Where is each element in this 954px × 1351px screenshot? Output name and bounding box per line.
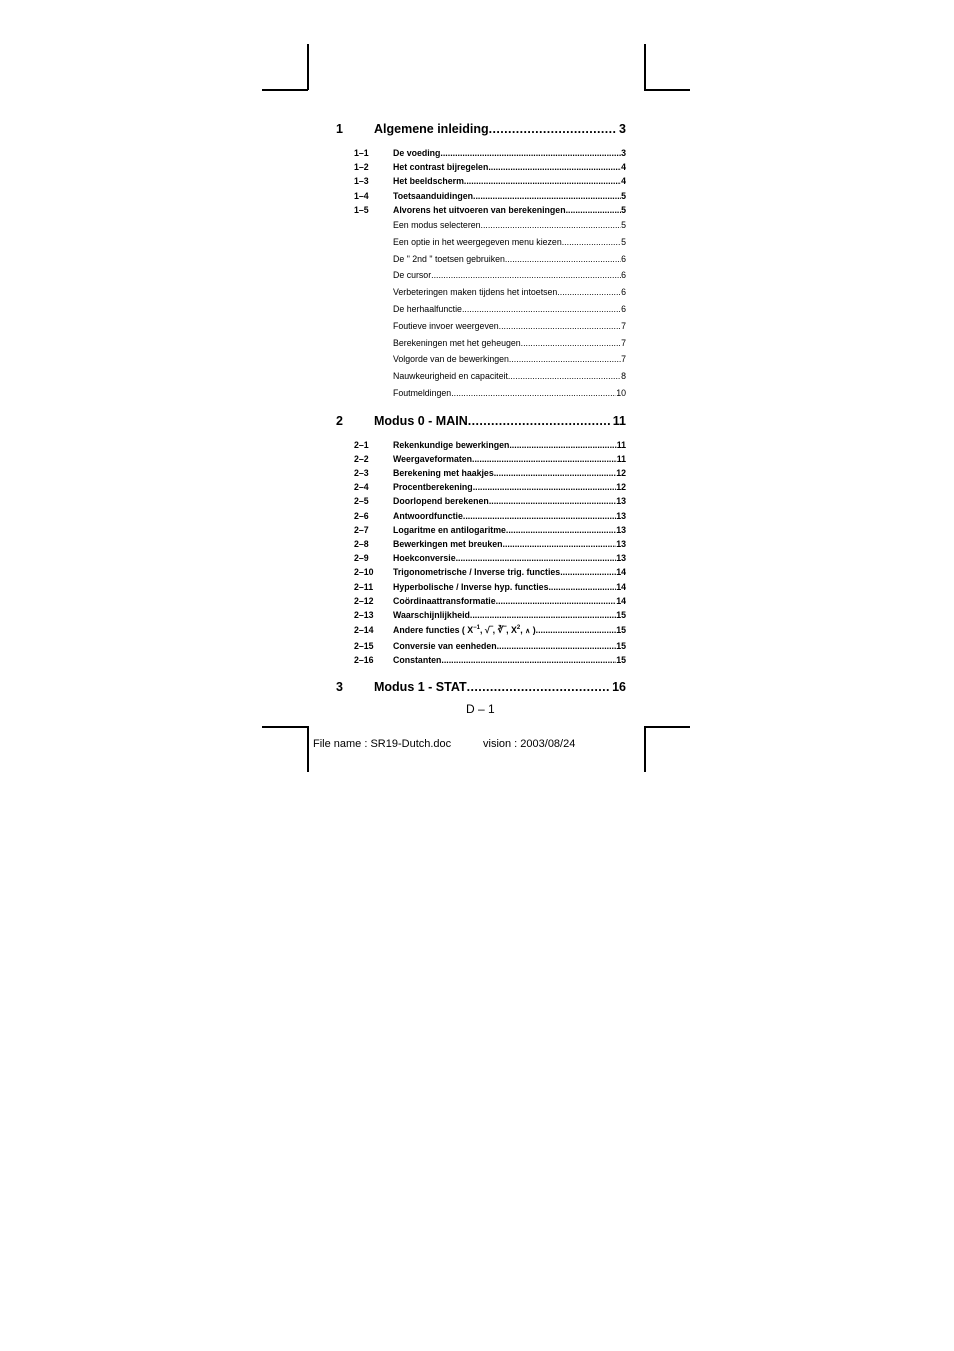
toc-section[interactable] — [336, 438, 626, 452]
page-number: 5 — [621, 204, 626, 215]
section-title: Rekenkundige bewerkingen — [393, 439, 510, 450]
dot-leader — [473, 189, 621, 203]
page-number: 16 — [612, 679, 626, 694]
file-name: File name : SR19-Dutch.doc — [313, 738, 452, 750]
subsection-title: De herhaalfunctie — [393, 303, 462, 314]
toc-section[interactable] — [336, 509, 626, 523]
dot-leader — [472, 452, 617, 466]
section-title: De voeding — [393, 148, 441, 158]
section-number: 2–15 — [354, 641, 374, 652]
toc-section[interactable] — [336, 523, 626, 537]
section-number: 2–8 — [354, 539, 369, 550]
superscript-two: 2 — [516, 625, 521, 632]
chapter-number: 3 — [336, 679, 343, 694]
section-title: Constanten — [393, 655, 442, 666]
page-number: 12 — [616, 468, 626, 479]
toc-subsection[interactable] — [336, 385, 626, 402]
dot-leader — [509, 351, 621, 368]
superscript-minus-one: −1 — [473, 625, 481, 632]
subsection-title: Een modus selecteren — [393, 219, 481, 230]
dot-leader — [431, 267, 621, 284]
section-number: 1–2 — [354, 162, 369, 173]
chapter-title: Modus 1 - STAT — [374, 679, 467, 694]
square-root-symbol: √‾ — [484, 625, 493, 636]
page-label: D – 1 — [466, 702, 495, 716]
dot-leader — [560, 565, 616, 579]
dot-leader — [548, 580, 616, 594]
section-number: 2–5 — [354, 496, 369, 507]
page-number: 6 — [621, 303, 626, 314]
subsection-title: De " 2nd " toetsen gebruiken — [393, 253, 505, 264]
page-number: 15 — [616, 655, 626, 666]
crop-mark-top-right-h — [644, 89, 690, 91]
toc-subsection[interactable] — [336, 267, 626, 284]
toc-subsection[interactable] — [336, 368, 626, 385]
section-number: 1–4 — [354, 190, 369, 201]
toc-subsection[interactable] — [336, 301, 626, 318]
section-title: Conversie van eenheden — [393, 641, 497, 652]
dot-leader — [494, 466, 616, 480]
page-number: 15 — [616, 641, 626, 652]
section-title: Het contrast bijregelen — [393, 162, 489, 173]
subsection-title: Een optie in het weergegeven menu kiezen — [393, 236, 562, 247]
toc-subsection[interactable] — [336, 284, 626, 301]
crop-mark-bottom-right-h — [644, 726, 690, 728]
dot-leader — [481, 217, 622, 234]
page-number: 13 — [616, 510, 626, 521]
page-number: 13 — [616, 524, 626, 535]
crop-mark-bottom-left-v — [307, 726, 309, 772]
section-title: Alvorens het uitvoeren van berekeningen — [393, 204, 566, 215]
section-title: Andere functies ( $X^{-1}$, √‾, ∛‾, $X^2$, ∧ ) — [393, 625, 536, 636]
dot-leader — [497, 639, 617, 653]
toc-section[interactable] — [336, 608, 626, 622]
page-number: 7 — [621, 354, 626, 365]
subsection-title: Foutieve invoer weergeven — [393, 320, 499, 331]
toc-section[interactable] — [336, 174, 626, 188]
toc-chapter-1[interactable] — [336, 118, 626, 140]
dot-leader — [521, 335, 621, 352]
power-caret-symbol: ∧ — [525, 628, 531, 636]
page-number: 12 — [616, 482, 626, 493]
page-number: 14 — [616, 567, 626, 578]
dot-leader — [473, 480, 617, 494]
toc-section[interactable] — [336, 203, 626, 217]
section-number: 2–16 — [354, 655, 374, 666]
page-number: 8 — [621, 371, 626, 382]
section-number: 2–4 — [354, 482, 369, 493]
section-number: 2–7 — [354, 524, 369, 535]
toc-section[interactable] — [336, 639, 626, 653]
toc-subsection[interactable] — [336, 351, 626, 368]
toc-section[interactable] — [336, 565, 626, 579]
crop-mark-top-left-h — [262, 89, 308, 91]
dot-leader — [440, 146, 621, 160]
page-number: 3 — [619, 122, 626, 136]
chapter-title: Algemene inleiding — [374, 122, 489, 136]
close-paren: ) — [532, 625, 536, 636]
cube-root-symbol: ∛‾ — [497, 625, 507, 636]
dot-leader — [451, 385, 616, 402]
dot-leader — [470, 608, 616, 622]
toc-section[interactable] — [336, 594, 626, 608]
toc-section[interactable] — [336, 189, 626, 203]
section-title: Antwoordfunctie — [393, 510, 463, 521]
toc-subsection[interactable] — [336, 318, 626, 335]
page-number: 6 — [621, 253, 626, 264]
table-of-contents — [336, 118, 626, 698]
section-number: 1–5 — [354, 204, 369, 215]
section-title: Hoekconversie — [393, 553, 456, 564]
dot-leader — [464, 174, 621, 188]
toc-subsection[interactable] — [336, 251, 626, 268]
section-title: Waarschijnlijkheid — [393, 609, 470, 620]
section-number: 1–3 — [354, 176, 369, 187]
page-number: 13 — [616, 539, 626, 550]
crop-mark-top-right-v — [644, 44, 646, 90]
page-number: 11 — [612, 413, 626, 428]
page-number: 6 — [621, 270, 626, 281]
section-title: Weergaveformaten — [393, 453, 473, 464]
dot-leader — [505, 251, 621, 268]
version-date: vision : 2003/08/24 — [483, 738, 576, 750]
dot-leader — [503, 537, 617, 551]
dot-leader — [508, 368, 621, 385]
page-number: 15 — [616, 625, 626, 636]
section-title: Logaritme en antilogaritme — [393, 524, 506, 535]
page-number: 7 — [621, 337, 626, 348]
dot-leader — [456, 551, 617, 565]
dot-leader — [489, 494, 616, 508]
section-title: Trigonometrische / Inverse trig. functies — [393, 567, 561, 578]
page-number: 13 — [616, 496, 626, 507]
section-number: 2–10 — [354, 567, 374, 578]
toc-subsection[interactable] — [336, 335, 626, 352]
subsection-title: De cursor — [393, 270, 432, 281]
dot-leader — [557, 284, 621, 301]
section-title: Berekening met haakjes — [393, 468, 494, 479]
dot-leader — [463, 509, 616, 523]
subsection-title: Foutmeldingen — [393, 387, 452, 398]
x-symbol: X — [511, 625, 517, 636]
toc-section[interactable] — [336, 551, 626, 565]
page-number: 14 — [616, 595, 626, 606]
toc-section[interactable] — [336, 466, 626, 480]
crop-mark-bottom-right-v — [644, 726, 646, 772]
section-number: 1–1 — [354, 148, 369, 158]
section-title: Toetsaanduidingen — [393, 190, 473, 201]
page-number: 14 — [616, 581, 626, 592]
section-number: 2–13 — [354, 609, 374, 620]
page-number: 4 — [621, 162, 626, 173]
section-number: 2–14 — [354, 625, 374, 636]
dot-leader — [562, 234, 621, 251]
subsection-title: Berekeningen met het geheugen — [393, 337, 521, 348]
section-title: Hyperbolische / Inverse hyp. functies — [393, 581, 549, 592]
toc-chapter-3[interactable] — [336, 676, 626, 698]
toc-section[interactable] — [336, 480, 626, 494]
toc-section[interactable] — [336, 146, 626, 160]
crop-mark-top-left-v — [307, 44, 309, 90]
page-number: 11 — [616, 453, 626, 464]
chapter-title: Modus 0 - MAIN — [374, 413, 468, 428]
toc-section[interactable] — [336, 494, 626, 508]
dot-leader — [462, 301, 621, 318]
chapter-number: 1 — [336, 122, 343, 136]
chapter-number: 2 — [336, 413, 343, 428]
toc-section[interactable] — [336, 160, 626, 174]
dot-leader — [489, 118, 616, 140]
section-title: Coördinaattransformatie — [393, 595, 496, 606]
toc-section[interactable] — [336, 653, 626, 667]
page-number: 11 — [616, 439, 626, 450]
section-number: 2–12 — [354, 595, 374, 606]
dot-leader — [468, 410, 610, 432]
section-number: 2–1 — [354, 439, 369, 450]
page-number: 3 — [621, 148, 626, 158]
dot-leader — [496, 594, 617, 608]
toc-section-other-functions[interactable] — [336, 622, 626, 639]
toc-subsection[interactable] — [336, 217, 626, 234]
section-title: Doorlopend berekenen — [393, 496, 489, 507]
page-number: 6 — [621, 287, 626, 298]
dot-leader — [488, 160, 621, 174]
page-number: 4 — [621, 176, 626, 187]
page-number: 5 — [621, 236, 626, 247]
section-title: Het beeldscherm — [393, 176, 464, 187]
dot-leader — [499, 318, 621, 335]
page-number: 10 — [616, 387, 626, 398]
dot-leader — [509, 438, 616, 452]
dot-leader — [536, 622, 617, 639]
dot-leader — [506, 523, 616, 537]
section-number: 2–9 — [354, 553, 369, 564]
page-number: 5 — [621, 219, 626, 230]
section-number: 2–2 — [354, 453, 369, 464]
toc-subsection[interactable] — [336, 234, 626, 251]
page-number: 5 — [621, 190, 626, 201]
subsection-title: Nauwkeurigheid en capaciteit — [393, 371, 508, 382]
page-number: 7 — [621, 320, 626, 331]
dot-leader — [441, 653, 616, 667]
section-number: 2–3 — [354, 468, 369, 479]
section-number: 2–6 — [354, 510, 369, 521]
page-number: 13 — [616, 553, 626, 564]
section-title: Procentberekening — [393, 482, 473, 493]
section-title: Bewerkingen met breuken — [393, 539, 503, 550]
subsection-title: Volgorde van de bewerkingen — [393, 354, 509, 365]
page-number: 15 — [616, 609, 626, 620]
crop-mark-bottom-left-h — [262, 726, 308, 728]
toc-chapter-2[interactable] — [336, 410, 626, 432]
dot-leader — [566, 203, 622, 217]
subsection-title: Verbeteringen maken tijdens het intoetsen — [393, 287, 558, 298]
dot-leader — [467, 676, 610, 698]
section-number: 2–11 — [354, 581, 374, 592]
toc-section[interactable] — [336, 580, 626, 594]
toc-section[interactable] — [336, 452, 626, 466]
toc-section[interactable] — [336, 537, 626, 551]
